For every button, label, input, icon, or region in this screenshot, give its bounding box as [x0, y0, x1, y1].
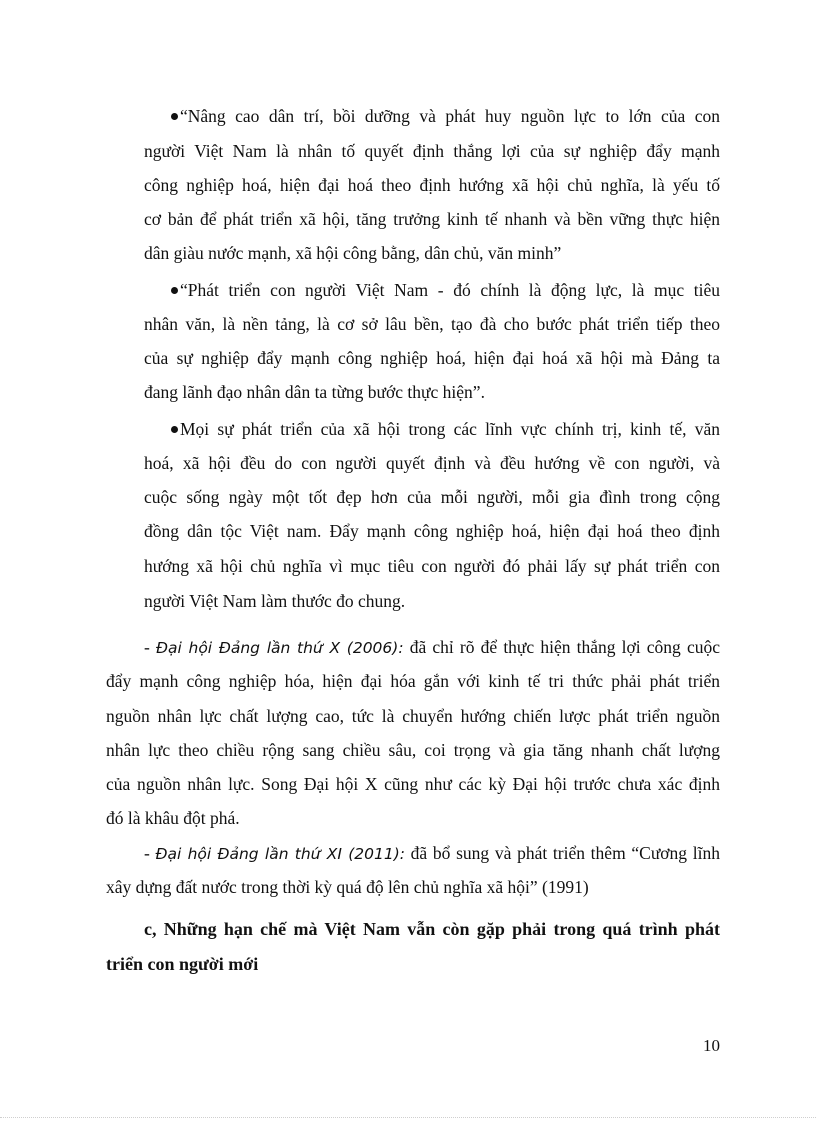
- bullet-line: đang lãnh đạo nhân dân ta từng bước thực hiện”.: [144, 382, 485, 402]
- dash-prefix: -: [144, 843, 156, 863]
- congress-xi-first-line: [144, 842, 720, 865]
- paragraph-line: của nguồn nhân lực. Song Đại hội X cũng như các kỳ Đại hội trước chưa xác định: [106, 774, 720, 794]
- bullet-line: cuộc sống ngày một tốt đẹp hơn của mỗi người, mỗi gia đình trong cộng: [144, 487, 720, 507]
- bullet-line: Mọi sự phát triển của xã hội trong các lĩnh vực chính trị, kinh tế, văn: [180, 418, 720, 440]
- paragraph-line: nhân lực theo chiều rộng sang chiều sâu, coi trọng và gia tăng nhanh chất lượng: [106, 740, 720, 760]
- congress-xi-title: Đại hội Đảng lần thứ XI (2011):: [155, 845, 405, 863]
- paragraph-line: đẩy mạnh công nghiệp hóa, hiện đại hóa gắn với kinh tế tri thức phải phát triển: [106, 671, 720, 691]
- bullet-line: công nghiệp hoá, hiện đại hoá theo định hướng xã hội chủ nghĩa, là yếu tố: [144, 175, 720, 195]
- bullet-line: của sự nghiệp đẩy mạnh công nghiệp hoá, hiện đại hoá xã hội mà Đảng ta: [144, 348, 720, 368]
- bullet-line: cơ bản để phát triển xã hội, tăng trưởng kinh tế nhanh và bền vững thực hiện: [144, 209, 720, 229]
- heading-line: c, Những hạn chế mà Việt Nam vẫn còn gặp phải trong quá trình phát: [144, 919, 720, 939]
- congress-x-title: Đại hội Đảng lần thứ X (2006):: [155, 639, 404, 657]
- heading-line: triển con người mới: [106, 954, 259, 974]
- bullet-line: “Nâng cao dân trí, bồi dưỡng và phát huy nguồn lực to lớn của con: [180, 105, 720, 127]
- bullet-line: người Việt Nam làm thước đo chung.: [144, 591, 406, 611]
- bullet-line: hướng xã hội chủ nghĩa vì mục tiêu con người đó phải lấy sự phát triển con: [144, 556, 720, 576]
- congress-x-first-line: [144, 636, 720, 659]
- bullet-line: người Việt Nam là nhân tố quyết định thắng lợi của sự nghiệp đẩy mạnh: [144, 141, 720, 161]
- bullet-dot-icon: [171, 287, 178, 294]
- paragraph-line: đó là khâu đột phá.: [106, 808, 240, 828]
- page-bottom-divider: [0, 1117, 816, 1118]
- page-number: 10: [703, 1036, 720, 1055]
- bullet-line: dân giàu nước mạnh, xã hội công bằng, dân chủ, văn minh”: [144, 243, 562, 263]
- bullet-dot-icon: [171, 113, 178, 120]
- congress-xi-first-rest: đã bổ sung và phát triển thêm “Cương lĩnh: [404, 843, 720, 863]
- paragraph-line: xây dựng đất nước trong thời kỳ quá độ lên chủ nghĩa xã hội” (1991): [106, 877, 589, 897]
- bullet-line: “Phát triển con người Việt Nam - đó chính là động lực, là mục tiêu: [180, 279, 720, 301]
- bullet-line: nhân văn, là nền tảng, là cơ sở lâu bền, tạo đà cho bước phát triển tiếp theo: [144, 314, 720, 334]
- bullet-line: hoá, xã hội đều do con người quyết định và đều hướng về con người, và: [144, 453, 720, 473]
- dash-prefix: -: [144, 637, 156, 657]
- bullet-line: đồng dân tộc Việt nam. Đẩy mạnh công nghiệp hoá, hiện đại hoá theo định: [144, 521, 720, 541]
- bullet-dot-icon: [171, 426, 178, 433]
- paragraph-line: nguồn nhân lực chất lượng cao, tức là chuyển hướng chiến lược phát triển nguồn: [106, 706, 720, 726]
- congress-x-first-rest: đã chỉ rõ để thực hiện thắng lợi công cuộc: [403, 637, 720, 657]
